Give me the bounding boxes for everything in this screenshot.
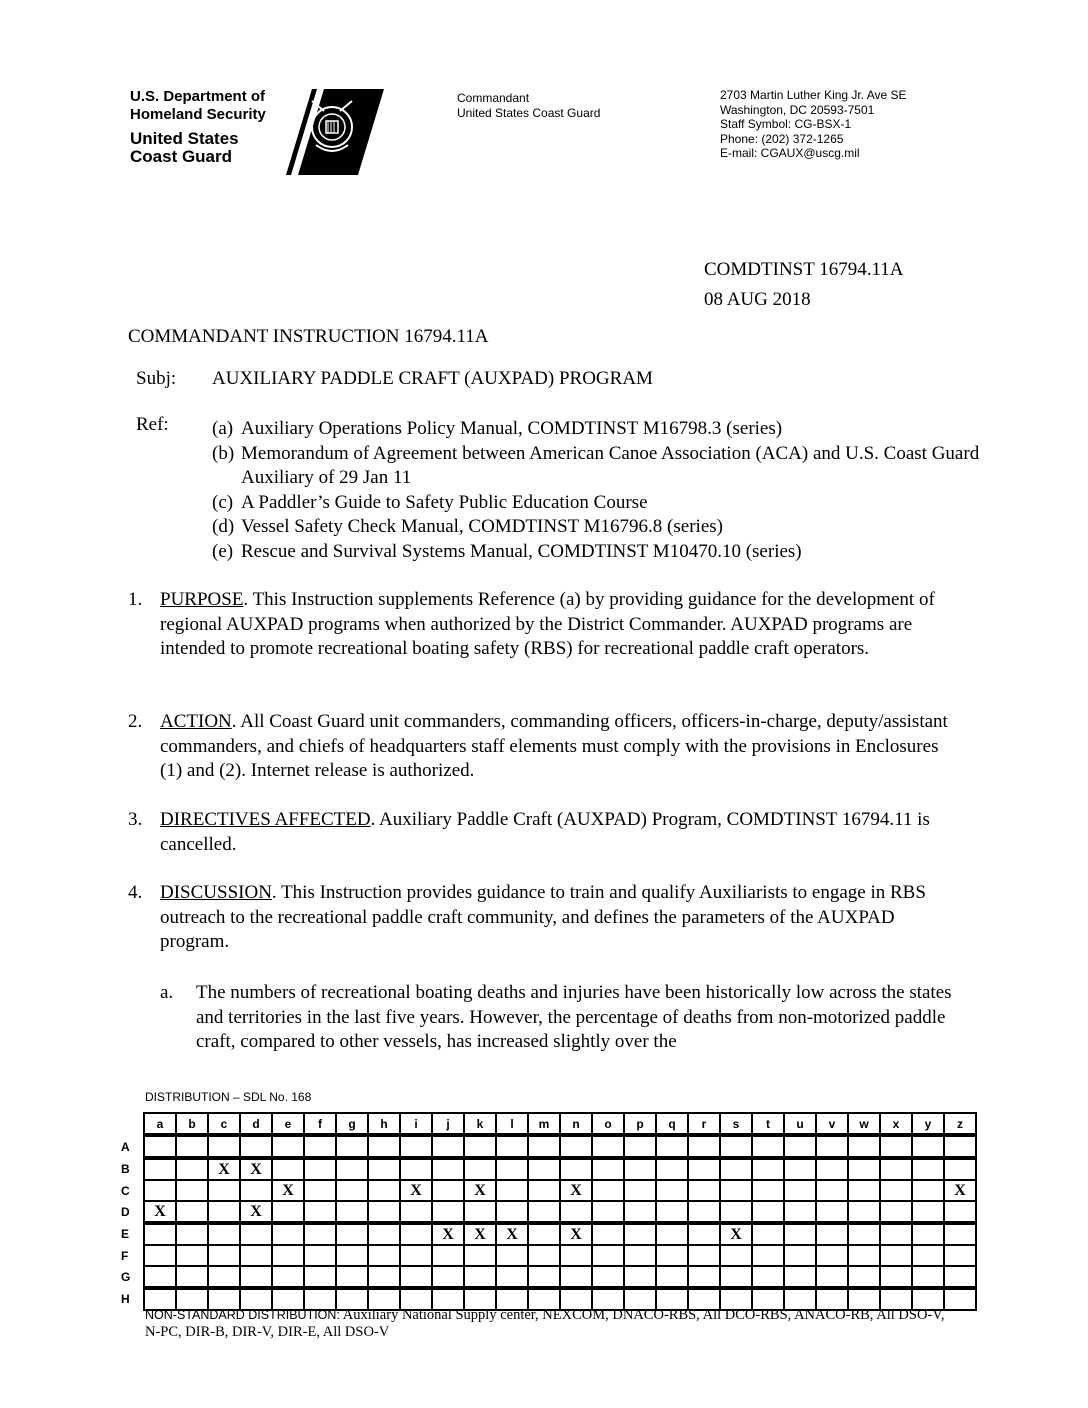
- distribution-cell: [944, 1201, 976, 1223]
- distribution-cell: [944, 1245, 976, 1266]
- distribution-cell: [336, 1223, 368, 1245]
- distribution-cell: [464, 1266, 496, 1288]
- distribution-cell: [880, 1201, 912, 1223]
- distribution-cell: [880, 1266, 912, 1288]
- distribution-corner: [120, 1113, 144, 1135]
- distribution-cell: [912, 1180, 944, 1201]
- distribution-cell: [304, 1180, 336, 1201]
- distribution-cell: [560, 1135, 592, 1158]
- distribution-cell: [464, 1245, 496, 1266]
- distribution-cell: [208, 1223, 240, 1245]
- paragraph-discussion: [128, 881, 958, 955]
- distribution-cell: [784, 1245, 816, 1266]
- distribution-mark: X: [208, 1158, 240, 1180]
- distribution-row-label: B: [121, 1162, 130, 1176]
- distribution-cell: [880, 1135, 912, 1158]
- distribution-cell: [528, 1223, 560, 1245]
- sender-block: [457, 91, 600, 121]
- subject-line: [136, 368, 653, 390]
- distribution-cell: [144, 1223, 176, 1245]
- distribution-row-label: F: [121, 1248, 129, 1263]
- distribution-column-header: m: [528, 1113, 560, 1135]
- paragraph-number: 2.: [128, 711, 143, 732]
- distribution-cell: [528, 1266, 560, 1288]
- document-date: 08 AUG 2018: [704, 289, 811, 310]
- distribution-cell: [144, 1245, 176, 1266]
- address-block: [720, 88, 907, 161]
- distribution-cell: [208, 1201, 240, 1223]
- agency-name: [130, 88, 266, 166]
- distribution-cell: [848, 1180, 880, 1201]
- distribution-cell: [880, 1245, 912, 1266]
- distribution-cell: [880, 1158, 912, 1180]
- distribution-cell: [528, 1158, 560, 1180]
- paragraph-number: 3.: [128, 809, 143, 830]
- distribution-row-label: H: [121, 1292, 130, 1306]
- reference-text: Memorandum of Agreement between American Canoe Association (ACA) and U.S. Coast Guard Auxiliary of 29 Jan 11: [241, 442, 980, 488]
- distribution-cell: [272, 1245, 304, 1266]
- distribution-cell: [272, 1201, 304, 1223]
- distribution-cell: [688, 1180, 720, 1201]
- distribution-row: [120, 1158, 976, 1180]
- distribution-mark: X: [400, 1180, 432, 1201]
- distribution-row-label: E: [121, 1227, 130, 1241]
- distribution-column-header: l: [496, 1113, 528, 1135]
- paragraph-text: . Auxiliary Paddle Craft (AUXPAD) Program, COMDTINST 16794.11 is cancelled.: [160, 809, 930, 855]
- distribution-mark: X: [464, 1180, 496, 1201]
- sender-line-2: United States Coast Guard: [457, 106, 601, 120]
- distribution-cell: [336, 1180, 368, 1201]
- paragraph-text: . All Coast Guard unit commanders, commanding officers, officers-in-charge, deputy/assistant commanders, and chiefs of headquarters staff elements must comply with the provisions in Enclosures (1) and (2). Internet release is authorized.: [160, 711, 948, 781]
- distribution-cell: [528, 1201, 560, 1223]
- distribution-cell: [752, 1201, 784, 1223]
- distribution-cell: [848, 1245, 880, 1266]
- distribution-cell: [656, 1135, 688, 1158]
- distribution-cell: [816, 1266, 848, 1288]
- subparagraph-text: The numbers of recreational boating deaths and injuries have been historically low across the states and territories in the last five years. However, the percentage of deaths from non-motorized paddle craft, compared to other vessels, has increased slightly over the: [196, 982, 952, 1052]
- distribution-table: [120, 1112, 977, 1311]
- distribution-mark: X: [560, 1180, 592, 1201]
- non-standard-label: NON-STANDARD DISTRIBUTION:: [145, 1308, 340, 1322]
- distribution-column-header: a: [144, 1113, 176, 1135]
- distribution-cell: [912, 1135, 944, 1158]
- distribution-cell: [720, 1158, 752, 1180]
- distribution-cell: [720, 1180, 752, 1201]
- distribution-cell: [656, 1180, 688, 1201]
- distribution-cell: [496, 1245, 528, 1266]
- reference-item: [212, 491, 982, 516]
- distribution-cell: [592, 1201, 624, 1223]
- non-standard-text: Auxiliary National Supply center, NEXCOM, DNACO-RBS, All DCO-RBS, ANACO-RB, All DSO-V, N-PC, DIR-B, DIR-V, DIR-E, All DSO-V: [145, 1307, 945, 1340]
- distribution-cell: [144, 1135, 176, 1158]
- distribution-cell: [816, 1158, 848, 1180]
- reference-item: [212, 540, 982, 565]
- distribution-mark: X: [944, 1180, 976, 1201]
- distribution-column-header: g: [336, 1113, 368, 1135]
- distribution-cell: [528, 1180, 560, 1201]
- distribution-cell: [912, 1245, 944, 1266]
- distribution-cell: [240, 1180, 272, 1201]
- distribution-column-header: t: [752, 1113, 784, 1135]
- distribution-mark: X: [432, 1223, 464, 1245]
- distribution-cell: [848, 1223, 880, 1245]
- distribution-column-header: x: [880, 1113, 912, 1135]
- distribution-cell: [944, 1223, 976, 1245]
- distribution-cell: [784, 1266, 816, 1288]
- distribution-cell: [848, 1201, 880, 1223]
- paragraph-heading: DISCUSSION: [160, 882, 272, 903]
- distribution-column-header: j: [432, 1113, 464, 1135]
- distribution-row-label: C: [121, 1183, 130, 1198]
- distribution-column-header: w: [848, 1113, 880, 1135]
- subparagraph-number: a.: [160, 982, 174, 1003]
- distribution-column-header: z: [944, 1113, 976, 1135]
- distribution-cell: [272, 1266, 304, 1288]
- distribution-cell: [688, 1245, 720, 1266]
- distribution-row-label: D: [121, 1205, 130, 1219]
- distribution-cell: [496, 1266, 528, 1288]
- distribution-column-header: o: [592, 1113, 624, 1135]
- paragraph-heading: ACTION: [160, 711, 232, 732]
- distribution-cell: [272, 1223, 304, 1245]
- staff-symbol: Staff Symbol: CG-BSX-1: [720, 117, 852, 131]
- distribution-cell: [944, 1266, 976, 1288]
- distribution-cell: [688, 1158, 720, 1180]
- distribution-mark: X: [464, 1223, 496, 1245]
- distribution-mark: X: [240, 1201, 272, 1223]
- distribution-cell: [912, 1158, 944, 1180]
- paragraph-number: 1.: [128, 589, 143, 610]
- subparagraph-a: [160, 981, 960, 1055]
- distribution-cell: [336, 1158, 368, 1180]
- paragraph-number: 4.: [128, 882, 143, 903]
- distribution-cell: [624, 1266, 656, 1288]
- distribution-cell: [912, 1266, 944, 1288]
- distribution-cell: [368, 1245, 400, 1266]
- distribution-cell: [176, 1266, 208, 1288]
- distribution-cell: [208, 1180, 240, 1201]
- paragraph-heading: PURPOSE: [160, 589, 244, 610]
- distribution-cell: [400, 1266, 432, 1288]
- distribution-cell: [240, 1223, 272, 1245]
- distribution-cell: [592, 1135, 624, 1158]
- distribution-cell: [304, 1201, 336, 1223]
- distribution-cell: [848, 1135, 880, 1158]
- distribution-cell: [176, 1135, 208, 1158]
- distribution-cell: [752, 1223, 784, 1245]
- distribution-cell: [784, 1223, 816, 1245]
- distribution-cell: [592, 1266, 624, 1288]
- distribution-cell: [784, 1158, 816, 1180]
- reference-text: Rescue and Survival Systems Manual, COMDTINST M10470.10 (series): [241, 540, 802, 562]
- distribution-cell: [464, 1135, 496, 1158]
- distribution-cell: [560, 1266, 592, 1288]
- email: E-mail: CGAUX@uscg.mil: [720, 146, 860, 160]
- reference-item: [212, 417, 982, 442]
- reference-key: (a): [212, 418, 234, 439]
- distribution-mark: X: [240, 1158, 272, 1180]
- reference-key: (c): [212, 491, 234, 513]
- department-line-2: Homeland Security: [130, 106, 266, 123]
- distribution-cell: [560, 1201, 592, 1223]
- distribution-cell: [432, 1266, 464, 1288]
- distribution-cell: [432, 1135, 464, 1158]
- distribution-cell: [560, 1245, 592, 1266]
- distribution-cell: [624, 1245, 656, 1266]
- service-line-2: Coast Guard: [130, 147, 233, 166]
- distribution-cell: [720, 1135, 752, 1158]
- distribution-row: [120, 1266, 976, 1288]
- distribution-column-header: e: [272, 1113, 304, 1135]
- distribution-cell: [592, 1180, 624, 1201]
- distribution-cell: [720, 1201, 752, 1223]
- distribution-cell: [176, 1180, 208, 1201]
- reference-text: A Paddler’s Guide to Safety Public Education Course: [241, 491, 648, 513]
- reference-key: (b): [212, 442, 235, 464]
- references-label: Ref:: [136, 414, 169, 435]
- distribution-cell: [400, 1201, 432, 1223]
- distribution-cell: [688, 1135, 720, 1158]
- reference-key: (d): [212, 516, 235, 537]
- distribution-cell: [240, 1245, 272, 1266]
- distribution-column-header: h: [368, 1113, 400, 1135]
- distribution-cell: [176, 1201, 208, 1223]
- distribution-cell: [624, 1223, 656, 1245]
- distribution-cell: [848, 1266, 880, 1288]
- distribution-column-header: d: [240, 1113, 272, 1135]
- distribution-cell: [528, 1245, 560, 1266]
- distribution-cell: [176, 1245, 208, 1266]
- distribution-title: DISTRIBUTION – SDL No. 168: [145, 1090, 312, 1104]
- distribution-cell: [688, 1223, 720, 1245]
- distribution-column-header: k: [464, 1113, 496, 1135]
- distribution-column-header: p: [624, 1113, 656, 1135]
- distribution-cell: [624, 1158, 656, 1180]
- distribution-cell: [528, 1135, 560, 1158]
- distribution-cell: [272, 1158, 304, 1180]
- distribution-cell: [272, 1135, 304, 1158]
- distribution-cell: [336, 1245, 368, 1266]
- distribution-cell: [944, 1135, 976, 1158]
- distribution-cell: [400, 1158, 432, 1180]
- distribution-column-header: i: [400, 1113, 432, 1135]
- distribution-cell: [816, 1201, 848, 1223]
- distribution-cell: [848, 1158, 880, 1180]
- distribution-cell: [720, 1266, 752, 1288]
- distribution-cell: [656, 1158, 688, 1180]
- distribution-column-header: c: [208, 1113, 240, 1135]
- distribution-column-header: u: [784, 1113, 816, 1135]
- sender-line-1: Commandant: [457, 91, 530, 105]
- distribution-cell: [208, 1135, 240, 1158]
- distribution-cell: [432, 1158, 464, 1180]
- distribution-cell: [464, 1158, 496, 1180]
- distribution-column-header: y: [912, 1113, 944, 1135]
- distribution-mark: X: [496, 1223, 528, 1245]
- address-street: 2703 Martin Luther King Jr. Ave SE: [720, 88, 907, 102]
- distribution-cell: [208, 1266, 240, 1288]
- distribution-cell: [240, 1135, 272, 1158]
- distribution-column-header: q: [656, 1113, 688, 1135]
- distribution-mark: X: [720, 1223, 752, 1245]
- distribution-cell: [464, 1201, 496, 1223]
- distribution-cell: [816, 1223, 848, 1245]
- distribution-cell: [496, 1158, 528, 1180]
- distribution-cell: [304, 1266, 336, 1288]
- distribution-cell: [912, 1223, 944, 1245]
- distribution-row: [120, 1245, 976, 1266]
- distribution-cell: [816, 1135, 848, 1158]
- distribution-cell: [496, 1201, 528, 1223]
- department-line-1: U.S. Department of: [130, 88, 266, 105]
- distribution-mark: X: [560, 1223, 592, 1245]
- distribution-cell: [752, 1180, 784, 1201]
- reference-text: Auxiliary Operations Policy Manual, COMDTINST M16798.3 (series): [241, 418, 783, 439]
- distribution-cell: [144, 1180, 176, 1201]
- distribution-cell: [400, 1223, 432, 1245]
- distribution-cell: [368, 1158, 400, 1180]
- coast-guard-seal-icon: [272, 89, 384, 175]
- distribution-cell: [880, 1223, 912, 1245]
- distribution-cell: [336, 1266, 368, 1288]
- subject-text: AUXILIARY PADDLE CRAFT (AUXPAD) PROGRAM: [212, 368, 653, 389]
- distribution-mark: X: [144, 1201, 176, 1223]
- reference-text: Vessel Safety Check Manual, COMDTINST M16796.8 (series): [241, 516, 723, 537]
- distribution-cell: [304, 1245, 336, 1266]
- distribution-cell: [880, 1180, 912, 1201]
- distribution-cell: [752, 1135, 784, 1158]
- document-designation: COMDTINST 16794.11A: [704, 259, 904, 280]
- paragraph-text: . This Instruction provides guidance to train and qualify Auxiliarists to engage in RBS outreach to the recreational paddle craft community, and defines the parameters of the AUXPAD program.: [160, 882, 926, 952]
- distribution-cell: [496, 1180, 528, 1201]
- distribution-column-header: b: [176, 1113, 208, 1135]
- reference-item: [212, 515, 982, 540]
- distribution-row: [120, 1180, 976, 1201]
- distribution-cell: [752, 1266, 784, 1288]
- distribution-cell: [432, 1245, 464, 1266]
- distribution-cell: [816, 1180, 848, 1201]
- distribution-cell: [784, 1135, 816, 1158]
- distribution-cell: [400, 1245, 432, 1266]
- phone: Phone: (202) 372-1265: [720, 131, 844, 146]
- instruction-title: COMMANDANT INSTRUCTION 16794.11A: [128, 326, 489, 347]
- distribution-cell: [592, 1158, 624, 1180]
- distribution-cell: [560, 1158, 592, 1180]
- paragraph-directives-affected: [128, 808, 958, 857]
- paragraph-purpose: [128, 588, 958, 662]
- distribution-cell: [784, 1180, 816, 1201]
- distribution-cell: [656, 1223, 688, 1245]
- distribution-cell: [592, 1245, 624, 1266]
- distribution-cell: [720, 1245, 752, 1266]
- distribution-row: [120, 1223, 976, 1245]
- distribution-row-label: A: [121, 1139, 130, 1154]
- distribution-column-header: v: [816, 1113, 848, 1135]
- distribution-cell: [368, 1180, 400, 1201]
- distribution-cell: [752, 1158, 784, 1180]
- distribution-cell: [336, 1135, 368, 1158]
- distribution-cell: [944, 1288, 976, 1310]
- address-city: Washington, DC 20593-7501: [720, 102, 875, 117]
- reference-item: [212, 442, 982, 491]
- document-ids: [704, 255, 904, 315]
- distribution-cell: [432, 1201, 464, 1223]
- distribution-row: [120, 1201, 976, 1223]
- paragraph-text: . This Instruction supplements Reference (a) by providing guidance for the development of regional AUXPAD programs when authorized by the District Commander. AUXPAD programs are intended to promote recreational boating safety (RBS) for recreational paddle craft operators.: [160, 589, 935, 659]
- distribution-column-header: r: [688, 1113, 720, 1135]
- reference-key: (e): [212, 540, 234, 562]
- distribution-cell: [176, 1223, 208, 1245]
- paragraph-action: [128, 710, 958, 784]
- distribution-row-label: G: [121, 1270, 131, 1284]
- distribution-cell: [656, 1201, 688, 1223]
- distribution-cell: [624, 1201, 656, 1223]
- distribution-cell: [816, 1245, 848, 1266]
- distribution-cell: [368, 1201, 400, 1223]
- distribution-cell: [944, 1158, 976, 1180]
- distribution-row: [120, 1135, 976, 1158]
- distribution-cell: [624, 1135, 656, 1158]
- distribution-cell: [304, 1223, 336, 1245]
- distribution-cell: [496, 1135, 528, 1158]
- distribution-cell: [368, 1135, 400, 1158]
- distribution-cell: [304, 1158, 336, 1180]
- distribution-cell: [688, 1201, 720, 1223]
- distribution-cell: [624, 1180, 656, 1201]
- distribution-cell: [784, 1201, 816, 1223]
- distribution-cell: [656, 1245, 688, 1266]
- distribution-cell: [144, 1158, 176, 1180]
- distribution-cell: [656, 1266, 688, 1288]
- non-standard-distribution: [145, 1307, 945, 1341]
- distribution-cell: [592, 1223, 624, 1245]
- distribution-cell: [688, 1266, 720, 1288]
- subject-label: Subj:: [136, 368, 177, 389]
- distribution-cell: [144, 1266, 176, 1288]
- distribution-cell: [400, 1135, 432, 1158]
- distribution-cell: [336, 1201, 368, 1223]
- reference-list: [212, 417, 982, 564]
- distribution-cell: [208, 1245, 240, 1266]
- distribution-column-header: f: [304, 1113, 336, 1135]
- distribution-mark: X: [272, 1180, 304, 1201]
- distribution-cell: [752, 1245, 784, 1266]
- distribution-header-row: [120, 1113, 976, 1135]
- distribution-cell: [368, 1266, 400, 1288]
- distribution-cell: [368, 1223, 400, 1245]
- distribution-cell: [912, 1201, 944, 1223]
- distribution-cell: [304, 1135, 336, 1158]
- distribution-column-header: s: [720, 1113, 752, 1135]
- distribution-cell: [432, 1180, 464, 1201]
- paragraph-heading: DIRECTIVES AFFECTED: [160, 809, 371, 830]
- service-line-1: United States: [130, 129, 239, 148]
- distribution-column-header: n: [560, 1113, 592, 1135]
- distribution-cell: [240, 1266, 272, 1288]
- distribution-cell: [176, 1158, 208, 1180]
